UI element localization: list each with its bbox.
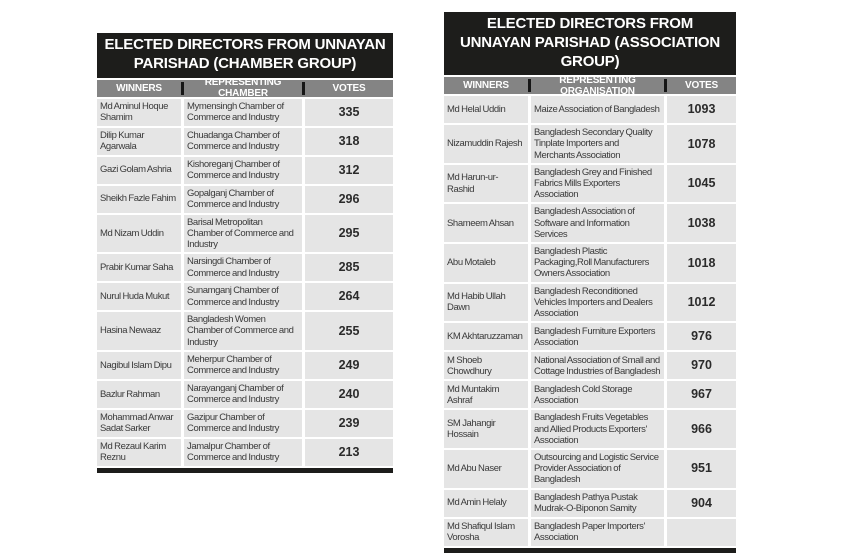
organisation-cell: Barisal Metropolitan Chamber of Commerce and Industry: [184, 215, 302, 253]
votes-cell: [667, 519, 736, 546]
votes-cell: 213: [305, 439, 393, 466]
winner-cell: Hasina Newaaz: [97, 312, 181, 350]
organisation-cell: Bangladesh Plastic Packaging,Roll Manufacturers Owners Association: [531, 244, 664, 282]
winner-cell: SM Jahangir Hossain: [444, 410, 528, 448]
table-row: [97, 381, 393, 408]
organisation-cell: Gopalganj Chamber of Commerce and Industry: [184, 186, 302, 213]
organisation-cell: Bangladesh Paper Importers' Association: [531, 519, 664, 546]
votes-cell: 967: [667, 381, 736, 408]
table-row: [97, 439, 393, 466]
winner-cell: Md Habib Ullah Dawn: [444, 284, 528, 322]
organisation-cell: Gazipur Chamber of Commerce and Industry: [184, 410, 302, 437]
votes-cell: 312: [305, 157, 393, 184]
winner-cell: Nurul Huda Mukut: [97, 283, 181, 310]
chamber-group-table: [97, 33, 393, 473]
votes-cell: 976: [667, 323, 736, 350]
winner-cell: Md Aminul Hoque Shamim: [97, 99, 181, 126]
votes-cell: 335: [305, 99, 393, 126]
table-row: [444, 519, 736, 546]
table-row: [444, 410, 736, 448]
association-column-header-row: [444, 74, 736, 97]
organisation-cell: Sunamganj Chamber of Commerce and Industry: [184, 283, 302, 310]
table-row: [444, 125, 736, 163]
winner-cell: Bazlur Rahman: [97, 381, 181, 408]
table-row: [444, 450, 736, 488]
organisation-cell: Bangladesh Cold Storage Association: [531, 381, 664, 408]
winner-cell: Abu Motaleb: [444, 244, 528, 282]
column-header-winners: WINNERS: [463, 80, 509, 92]
bottom-bar: [97, 468, 393, 473]
votes-cell: 904: [667, 490, 736, 517]
column-header-representing-organisation: REPRESENTING ORGANISATION: [559, 74, 636, 97]
table-row: [97, 410, 393, 437]
winner-cell: Md Helal Uddin: [444, 96, 528, 123]
organisation-cell: Chuadanga Chamber of Commerce and Industry: [184, 128, 302, 155]
winner-cell: Md Harun-ur-Rashid: [444, 165, 528, 203]
table-row: [97, 283, 393, 310]
chamber-table-body: [97, 99, 393, 466]
organisation-cell: Bangladesh Secondary Quality Tinplate Importers and Merchants Association: [531, 125, 664, 163]
votes-cell: 1018: [667, 244, 736, 282]
organisation-cell: Kishoreganj Chamber of Commerce and Industry: [184, 157, 302, 184]
organisation-cell: National Association of Small and Cottage Industries of Bangladesh: [531, 352, 664, 379]
winner-cell: Nagibul Islam Dipu: [97, 352, 181, 379]
bottom-bar: [444, 548, 736, 553]
votes-cell: 1012: [667, 284, 736, 322]
chamber-column-header-row: [97, 77, 393, 99]
votes-cell: 1093: [667, 96, 736, 123]
organisation-cell: Jamalpur Chamber of Commerce and Industry: [184, 439, 302, 466]
votes-cell: 295: [305, 215, 393, 253]
votes-cell: 318: [305, 128, 393, 155]
winner-cell: Nizamuddin Rajesh: [444, 125, 528, 163]
winner-cell: Md Nizam Uddin: [97, 215, 181, 253]
table-row: [444, 381, 736, 408]
column-header-votes: VOTES: [685, 80, 718, 92]
table-row: [444, 96, 736, 123]
winner-cell: Prabir Kumar Saha: [97, 254, 181, 281]
winner-cell: Md Muntakim Ashraf: [444, 381, 528, 408]
table-row: [97, 312, 393, 350]
organisation-cell: Bangladesh Fruits Vegetables and Allied Products Exporters' Association: [531, 410, 664, 448]
column-header-votes: VOTES: [332, 82, 366, 94]
table-row: [444, 204, 736, 242]
chamber-table-title: ELECTED DIRECTORS FROM UNNAYAN PARISHAD (CHAMBER GROUP): [97, 33, 393, 78]
votes-cell: 240: [305, 381, 393, 408]
votes-cell: 249: [305, 352, 393, 379]
organisation-cell: Narayanganj Chamber of Commerce and Industry: [184, 381, 302, 408]
table-row: [444, 244, 736, 282]
winner-cell: KM Akhtaruzzaman: [444, 323, 528, 350]
table-row: [97, 352, 393, 379]
table-row: [97, 186, 393, 213]
winner-cell: Md Amin Helaly: [444, 490, 528, 517]
winner-cell: Dilip Kumar Agarwala: [97, 128, 181, 155]
votes-cell: 239: [305, 410, 393, 437]
winner-cell: Md Abu Naser: [444, 450, 528, 488]
winner-cell: M Shoeb Chowdhury: [444, 352, 528, 379]
winner-cell: Mohammad Anwar Sadat Sarker: [97, 410, 181, 437]
organisation-cell: Bangladesh Association of Software and Information Services: [531, 204, 664, 242]
winner-cell: Gazi Golam Ashria: [97, 157, 181, 184]
winner-cell: Sheikh Fazle Fahim: [97, 186, 181, 213]
table-row: [444, 165, 736, 203]
table-row: [444, 323, 736, 350]
organisation-cell: Bangladesh Women Chamber of Commerce and Industry: [184, 312, 302, 350]
table-row: [97, 215, 393, 253]
organisation-cell: Bangladesh Pathya Pustak Mudrak-O-Biponon Samity: [531, 490, 664, 517]
organisation-cell: Mymensingh Chamber of Commerce and Industry: [184, 99, 302, 126]
table-row: [97, 254, 393, 281]
votes-cell: 264: [305, 283, 393, 310]
column-header-representing-chamber: REPRESENTING CHAMBER: [204, 77, 282, 99]
organisation-cell: Narsingdi Chamber of Commerce and Industry: [184, 254, 302, 281]
association-table-body: [444, 96, 736, 545]
column-header-winners: WINNERS: [116, 82, 162, 94]
votes-cell: 966: [667, 410, 736, 448]
table-row: [444, 352, 736, 379]
organisation-cell: Outsourcing and Logistic Service Provider Association of Bangladesh: [531, 450, 664, 488]
table-row: [97, 157, 393, 184]
votes-cell: 1078: [667, 125, 736, 163]
table-row: [97, 99, 393, 126]
votes-cell: 255: [305, 312, 393, 350]
organisation-cell: Maize Association of Bangladesh: [531, 96, 664, 123]
winner-cell: Shameem Ahsan: [444, 204, 528, 242]
organisation-cell: Bangladesh Furniture Exporters Association: [531, 323, 664, 350]
table-row: [444, 284, 736, 322]
organisation-cell: Bangladesh Reconditioned Vehicles Importers and Dealers Association: [531, 284, 664, 322]
organisation-cell: Meherpur Chamber of Commerce and Industry: [184, 352, 302, 379]
organisation-cell: Bangladesh Grey and Finished Fabrics Mills Exporters Association: [531, 165, 664, 203]
winner-cell: Md Rezaul Karim Reznu: [97, 439, 181, 466]
votes-cell: 296: [305, 186, 393, 213]
table-row: [97, 128, 393, 155]
votes-cell: 1038: [667, 204, 736, 242]
votes-cell: 970: [667, 352, 736, 379]
votes-cell: 285: [305, 254, 393, 281]
table-row: [444, 490, 736, 517]
association-table-title: ELECTED DIRECTORS FROM UNNAYAN PARISHAD (ASSOCIATION GROUP): [444, 12, 736, 75]
association-group-table: [444, 12, 736, 553]
votes-cell: 1045: [667, 165, 736, 203]
winner-cell: Md Shafiqul Islam Vorosha: [444, 519, 528, 546]
votes-cell: 951: [667, 450, 736, 488]
